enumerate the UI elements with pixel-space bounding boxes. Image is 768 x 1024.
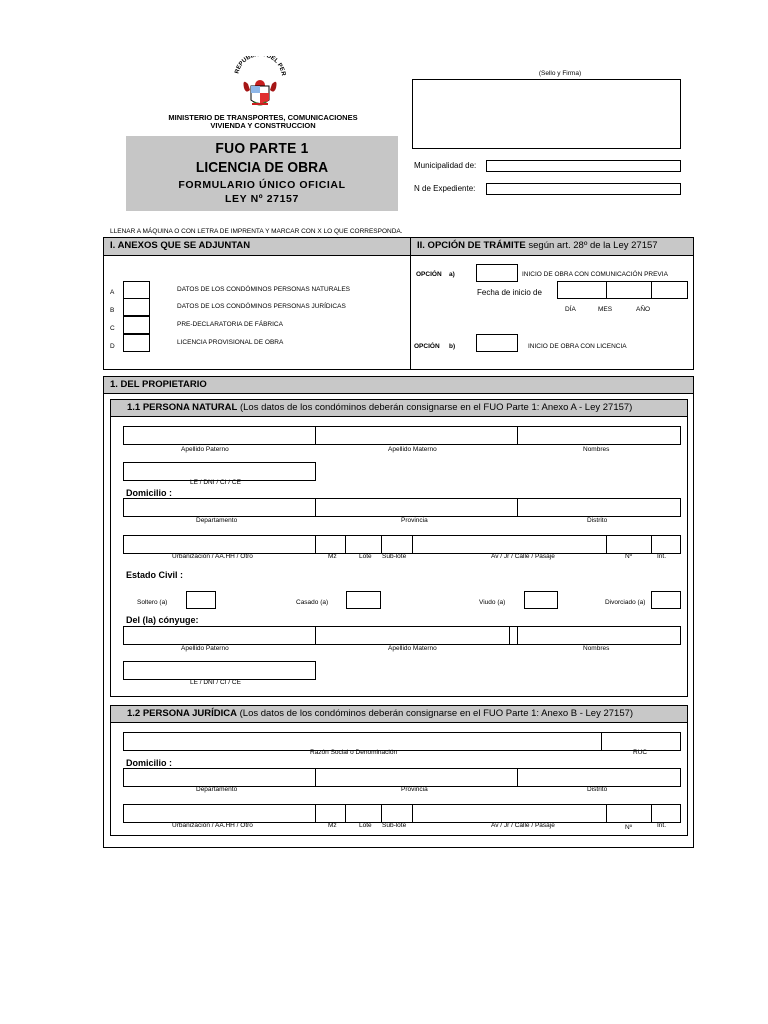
juridica-ubicacion-divider-1	[315, 768, 316, 787]
juridica-direccion-divider-4	[412, 804, 413, 823]
apellido-materno-label: Apellido Materno	[388, 446, 437, 453]
via-label: Av / Jr / Calle / Pasaje	[491, 553, 555, 560]
form-title-block	[126, 136, 398, 211]
juridica-mz-label: Mz	[328, 822, 337, 829]
direccion-divider-1	[315, 535, 316, 554]
persona-natural-header	[110, 399, 688, 417]
ministry-line-1: MINISTERIO DE TRANSPORTES, COMUNICACIONES	[168, 113, 358, 122]
anexos-header	[103, 237, 411, 256]
anexo-checkbox-c[interactable]	[123, 316, 150, 334]
propietario-header	[103, 376, 694, 394]
nombre-completo-field[interactable]	[123, 426, 681, 445]
fecha-inicio-label: Fecha de inicio de	[477, 288, 542, 297]
opcion-a-letter: a)	[449, 271, 455, 278]
documento-label: LE / DNI / CI / CE	[190, 479, 241, 486]
ubicacion-divider-1	[315, 498, 316, 517]
ministry-line-2: VIVIENDA Y CONSTRUCCION	[210, 121, 316, 130]
direccion-field[interactable]	[123, 535, 681, 554]
anexo-label-b: DATOS DE LOS CONDÓMINOS PERSONAS JURÍDICAS	[177, 303, 346, 310]
interior-label: Int.	[657, 553, 667, 560]
propietario-title: 1. DEL PROPIETARIO	[110, 379, 207, 390]
stamp-box[interactable]	[412, 79, 681, 149]
soltero-checkbox[interactable]	[186, 591, 216, 609]
razon-social-label: Razón Social o Denominación	[310, 749, 398, 756]
direccion-divider-6	[651, 535, 652, 554]
razon-social-field[interactable]	[123, 732, 681, 751]
anexo-checkbox-a[interactable]	[123, 281, 150, 299]
anexo-letter-d: D	[110, 343, 115, 350]
anexo-letter-b: B	[110, 307, 115, 314]
anexos-title: I. ANEXOS QUE SE ADJUNTAN	[110, 240, 251, 251]
provincia-label: Provincia	[401, 517, 428, 524]
persona-juridica-header	[110, 705, 688, 723]
stamp-label: (Sello y Firma)	[538, 70, 582, 77]
anexo-label-c: PRE-DECLARATORIA DE FÁBRICA	[177, 321, 283, 328]
juridica-departamento-label: Departamento	[196, 786, 238, 793]
opcion-b-letter: b)	[449, 343, 456, 350]
departamento-label: Departamento	[196, 517, 238, 524]
juridica-ubicacion-field[interactable]	[123, 768, 681, 787]
conyuge-divider-2	[509, 626, 510, 645]
anexo-label-a: DATOS DE LOS CONDÓMINOS PERSONAS NATURALES	[177, 286, 351, 293]
conyuge-divider-3	[517, 626, 518, 645]
expediente-label: N de Expediente:	[414, 184, 476, 193]
juridica-direccion-divider-2	[345, 804, 346, 823]
juridica-ubicacion-divider-2	[517, 768, 518, 787]
direccion-divider-5	[606, 535, 607, 554]
direccion-divider-4	[412, 535, 413, 554]
municipalidad-label: Municipalidad de:	[414, 161, 477, 170]
anexo-checkbox-b[interactable]	[123, 298, 150, 316]
anexo-checkbox-d[interactable]	[123, 334, 150, 352]
opcion-b-label: OPCIÓN	[414, 343, 440, 350]
ruc-divider	[601, 732, 602, 751]
casado-checkbox[interactable]	[346, 591, 381, 609]
sublote-label: Sub-lote	[382, 553, 407, 560]
numero-label: Nº	[625, 553, 633, 560]
juridica-interior-label: Int.	[657, 822, 667, 829]
divorciado-checkbox[interactable]	[651, 591, 681, 609]
form-title-2: LICENCIA DE OBRA	[195, 159, 329, 176]
tramite-header	[410, 237, 694, 256]
juridica-direccion-divider-6	[651, 804, 652, 823]
anexo-label-d: LICENCIA PROVISIONAL DE OBRA	[177, 339, 284, 346]
apellido-paterno-label: Apellido Paterno	[181, 446, 229, 453]
section-divider	[410, 256, 411, 370]
opcion-b-text: INICIO DE OBRA CON LICENCIA	[528, 343, 627, 350]
fecha-dia-label: DÍA	[565, 306, 576, 313]
juridica-urbanizacion-label: Urbanización / AA.HH / Otro	[172, 822, 253, 829]
tramite-title-rest: según art. 28º de la Ley 27157	[525, 240, 658, 251]
persona-natural-title-rest: (Los datos de los condóminos deberán consignarse en el FUO Parte 1: Anexo A - Ley 27157)	[237, 402, 633, 413]
juridica-via-label: Av / Jr / Calle / Pasaje	[491, 822, 555, 829]
persona-juridica-title-rest: (Los datos de los condóminos deberán consignarse en el FUO Parte 1: Anexo B - Ley 27157)	[236, 708, 634, 719]
persona-natural-title-bold: 1.1 PERSONA NATURAL	[127, 402, 238, 413]
fecha-anio-label: AÑO	[636, 306, 651, 313]
divorciado-label: Divorciado (a)	[605, 599, 646, 606]
conyuge-documento-label: LE / DNI / CI / CE	[190, 679, 241, 686]
juridica-direccion-divider-5	[606, 804, 607, 823]
coat-of-arms-seal	[230, 56, 290, 112]
nombre-divider-1	[315, 426, 316, 445]
juridica-numero-label: Nº	[625, 824, 633, 831]
urbanizacion-label: Urbanización / AA.HH / Otro	[172, 553, 253, 560]
form-title-3: FORMULARIO ÚNICO OFICIAL	[178, 179, 346, 191]
ubicacion-field[interactable]	[123, 498, 681, 517]
viudo-checkbox[interactable]	[524, 591, 558, 609]
ruc-label: RUC	[633, 749, 648, 756]
instructions-text: LLENAR A MÁQUINA O CON LETRA DE IMPRENTA Y MARCAR CON X LO QUE CORRESPONDA.	[110, 228, 403, 235]
direccion-divider-3	[381, 535, 382, 554]
nombres-label: Nombres	[583, 446, 610, 453]
form-title-4: LEY Nº 27157	[225, 193, 299, 205]
casado-label: Casado (a)	[296, 599, 329, 606]
distrito-label: Distrito	[587, 517, 608, 524]
ubicacion-divider-2	[517, 498, 518, 517]
opcion-a-text: INICIO DE OBRA CON COMUNICACIÓN PREVIA	[522, 271, 668, 278]
conyuge-apellido-paterno-label: Apellido Paterno	[181, 645, 229, 652]
lote-label: Lote	[359, 553, 372, 560]
anexo-letter-c: C	[110, 325, 115, 332]
conyuge-label: Del (la) cónyuge:	[126, 615, 199, 625]
fecha-divider-1	[606, 281, 607, 299]
conyuge-divider-1	[315, 626, 316, 645]
juridica-domicilio-label: Domicilio :	[126, 758, 173, 768]
expediente-field[interactable]	[486, 183, 681, 195]
anexo-letter-a: A	[110, 289, 115, 296]
juridica-distrito-label: Distrito	[587, 786, 608, 793]
direccion-divider-2	[345, 535, 346, 554]
conyuge-nombres-label: Nombres	[583, 645, 610, 652]
viudo-label: Viudo (a)	[479, 599, 506, 606]
tramite-title-bold: II. OPCIÓN DE TRÁMITE	[417, 240, 526, 251]
municipalidad-field[interactable]	[486, 160, 681, 172]
opcion-a-label: OPCIÓN	[416, 271, 442, 278]
estado-civil-label: Estado Civil :	[126, 570, 184, 580]
conyuge-apellido-materno-label: Apellido Materno	[388, 645, 437, 652]
nombre-divider-2	[517, 426, 518, 445]
juridica-direccion-field[interactable]	[123, 804, 681, 823]
soltero-label: Soltero (a)	[137, 599, 168, 606]
svg-text:REPUBLICA DEL PERU	[230, 56, 286, 77]
fecha-mes-label: MES	[598, 306, 613, 313]
juridica-lote-label: Lote	[359, 822, 372, 829]
form-title-1: FUO PARTE 1	[215, 140, 309, 157]
juridica-direccion-divider-3	[381, 804, 382, 823]
fecha-divider-2	[651, 281, 652, 299]
opcion-b-checkbox[interactable]	[476, 334, 518, 352]
opcion-a-checkbox[interactable]	[476, 264, 518, 282]
domicilio-label: Domicilio :	[126, 488, 173, 498]
seal-text: REPUBL DEL PER	[234, 56, 286, 77]
persona-juridica-title-bold: 1.2 PERSONA JURÍDICA	[127, 708, 237, 719]
conyuge-documento-field[interactable]	[123, 661, 316, 680]
juridica-sublote-label: Sub-lote	[382, 822, 407, 829]
juridica-provincia-label: Provincia	[401, 786, 428, 793]
fecha-inicio-field[interactable]	[557, 281, 688, 299]
conyuge-nombre-field[interactable]	[123, 626, 681, 645]
juridica-direccion-divider-1	[315, 804, 316, 823]
mz-label: Mz	[328, 553, 337, 560]
